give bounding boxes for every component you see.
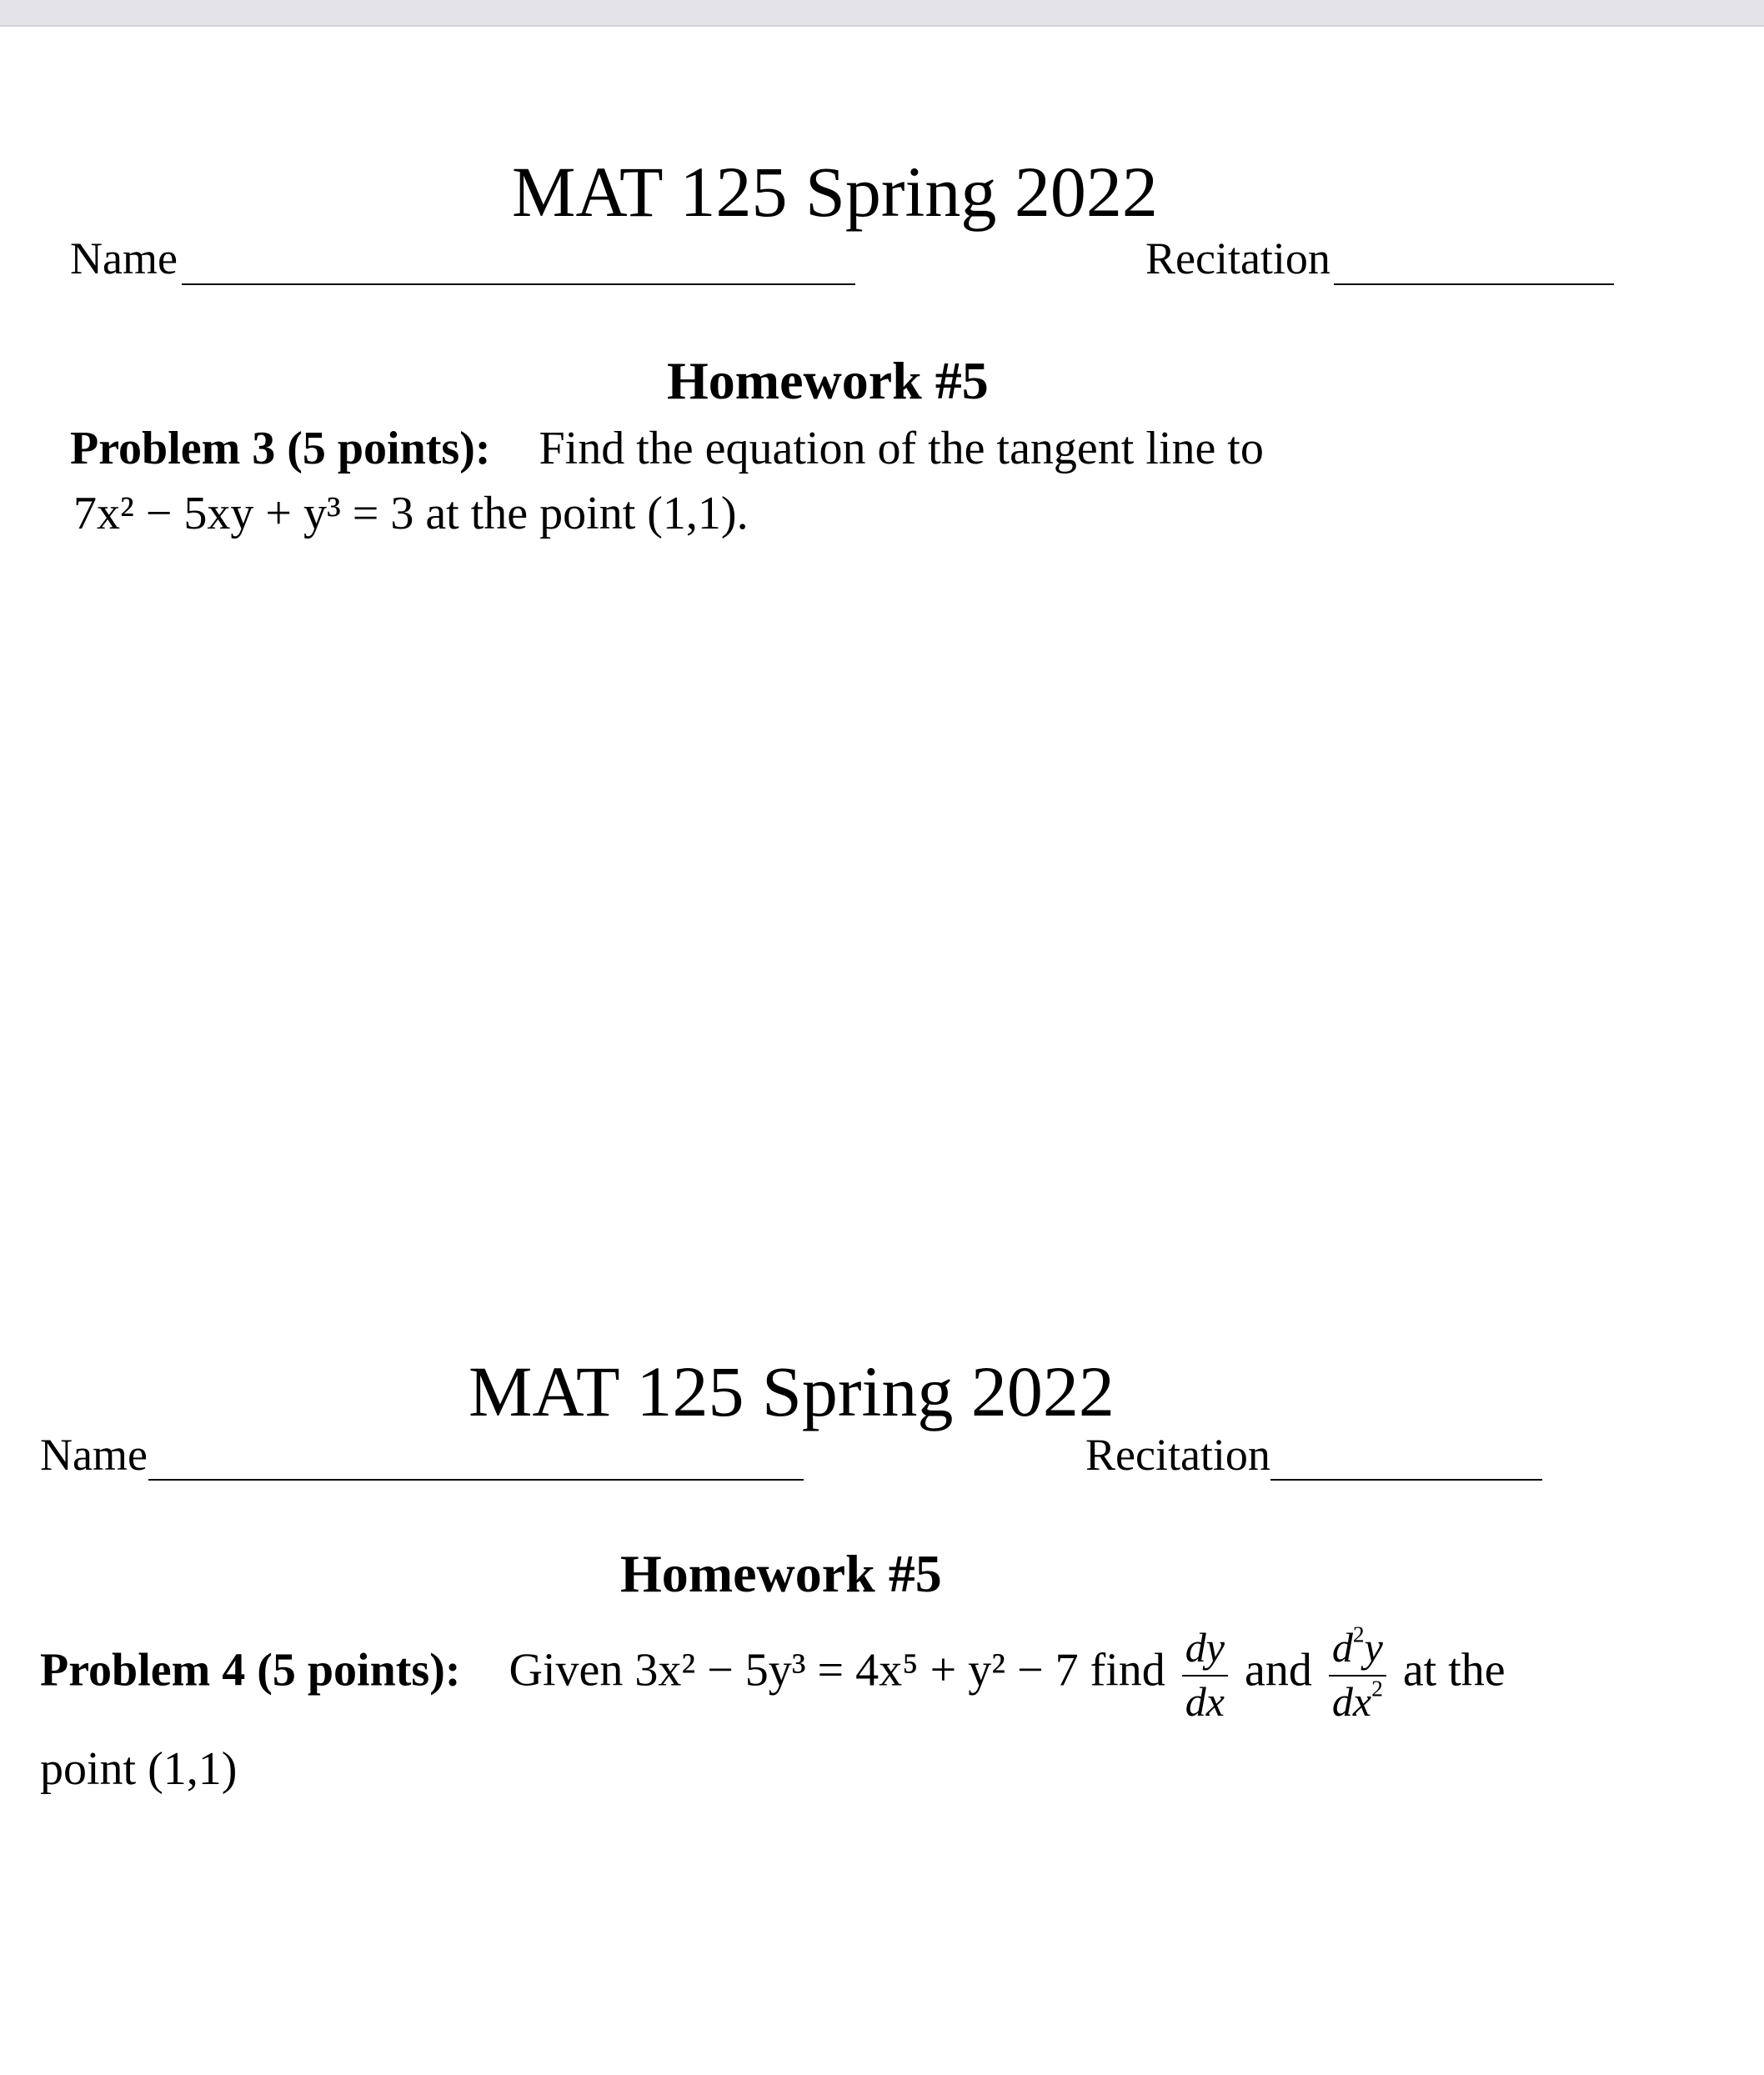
first-derivative-fraction: $\frac{dy}{dx}$ (1182, 1626, 1228, 1723)
recitation-label: Recitation (1145, 233, 1331, 283)
problem-4-equation: 3x² − 5y³ = 4x⁵ + y² − 7 (634, 1644, 1079, 1697)
name-blank-line (182, 283, 855, 285)
viewer-top-bar (0, 0, 1764, 27)
name-blank-line (148, 1479, 804, 1481)
problem-4-label: Problem 4 (5 points): (40, 1644, 461, 1697)
problem-4-at-the: at the (1402, 1644, 1506, 1697)
course-title: MAT 125 Spring 2022 (469, 1351, 1115, 1431)
problem-3-statement (70, 425, 1264, 472)
problem-4-given: Given (509, 1644, 624, 1697)
homework-title: Homework #5 (620, 1544, 942, 1603)
problem-4-find: find (1090, 1644, 1165, 1697)
recitation-blank-line (1270, 1479, 1542, 1481)
problem-3-equation: 7x² − 5xy + y³ = 3 (73, 488, 414, 539)
problem-3-point: at the point (1,1). (425, 488, 749, 539)
name-label: Name (70, 233, 178, 283)
recitation-blank-line (1334, 283, 1614, 285)
problem-4-and: and (1245, 1644, 1312, 1697)
problem-4-point: point (1,1) (40, 1743, 238, 1795)
problem-3-label: Problem 3 (5 points): (70, 423, 491, 474)
recitation-label: Recitation (1085, 1430, 1270, 1480)
name-label: Name (40, 1430, 148, 1480)
homework-title: Homework #5 (667, 351, 989, 410)
course-title: MAT 125 Spring 2022 (512, 152, 1158, 232)
problem-3-equation-line (73, 490, 749, 537)
problem-4-statement (40, 1621, 1506, 1725)
problem-3-text: Find the equation of the tangent line to (539, 423, 1264, 474)
second-derivative-fraction: $\frac{d^2y}{dx^2}$ (1329, 1626, 1386, 1723)
